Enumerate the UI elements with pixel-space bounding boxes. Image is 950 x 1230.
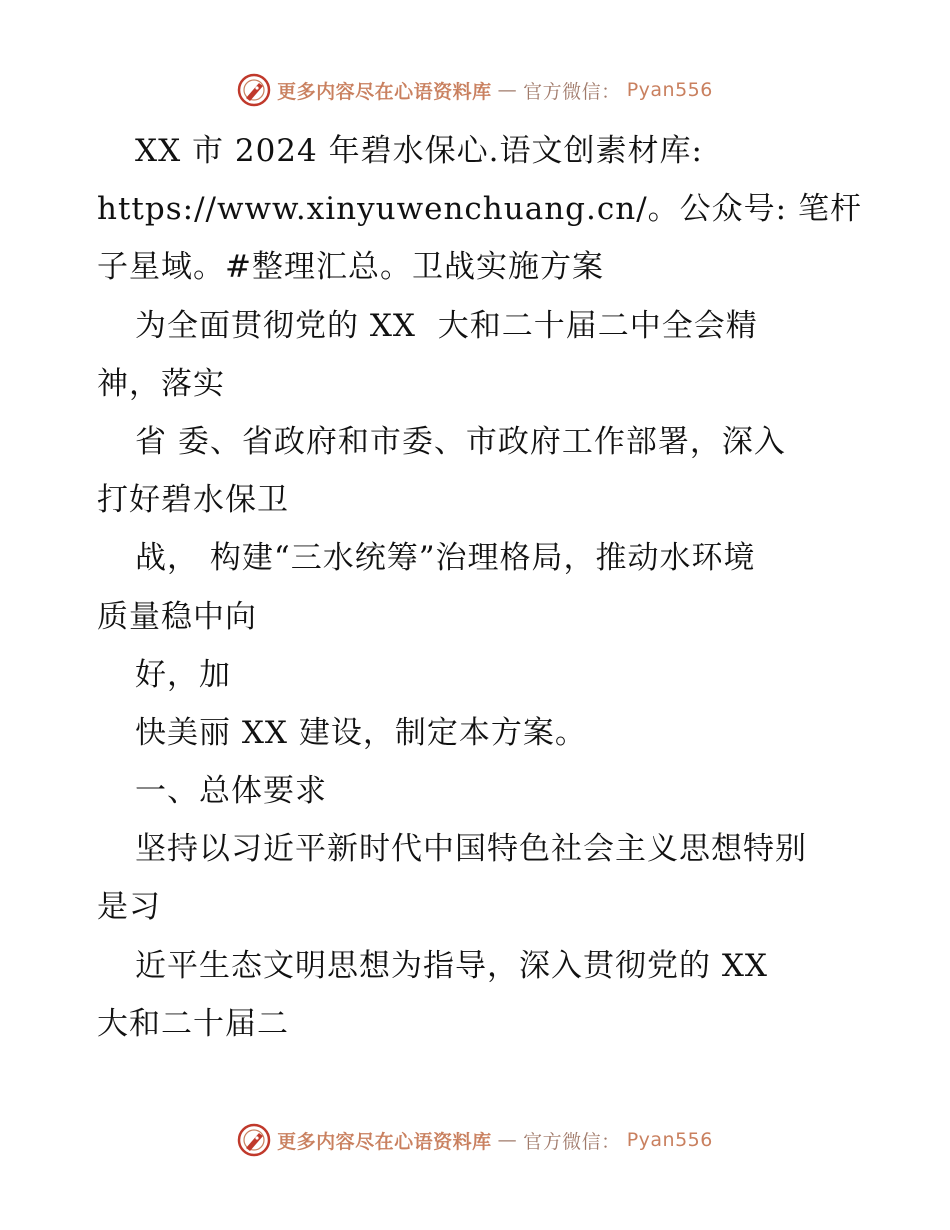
banner-wechat-id: Pyan556 bbox=[626, 1129, 713, 1151]
banner-title: 更多内容尽在心语资料库 bbox=[277, 80, 492, 103]
banner-content bbox=[237, 1123, 713, 1157]
text-line: 战， 构建“三水统筹”治理格局，推动水环境 bbox=[135, 540, 756, 577]
text-line: 打好碧水保卫 bbox=[97, 482, 289, 519]
text-line: 坚持以习近平新时代中国特色社会主义思想特别 bbox=[135, 831, 807, 868]
footer-banner bbox=[0, 1120, 950, 1160]
banner-wechat-label: 官方微信： bbox=[523, 80, 621, 103]
banner-dash: — bbox=[497, 79, 518, 101]
banner-wechat-id: Pyan556 bbox=[626, 79, 713, 101]
text-line: 是习 bbox=[97, 889, 161, 926]
text-line: https://www.xinyuwenchuang.cn/。公众号: 笔杆 bbox=[97, 191, 862, 228]
banner-content bbox=[237, 73, 713, 107]
text-line: 神，落实 bbox=[97, 365, 225, 402]
document-body bbox=[97, 122, 862, 1053]
text-line: 子星域。#整理汇总。卫战实施方案 bbox=[97, 249, 604, 286]
text-line: 为全面贯彻党的 XX 大和二十届二中全会精 bbox=[135, 307, 758, 344]
banner-dash: — bbox=[497, 1129, 518, 1151]
pen-nib-seal-icon bbox=[237, 1123, 271, 1157]
text-line: 好，加 bbox=[135, 656, 231, 693]
banner-wechat-label: 官方微信： bbox=[523, 1130, 621, 1153]
text-line: XX 市 2024 年碧水保心.语文创素材库: bbox=[135, 133, 703, 169]
text-line: 质量稳中向 bbox=[97, 598, 257, 635]
banner-title: 更多内容尽在心语资料库 bbox=[277, 1130, 492, 1153]
section-heading: 一、总体要求 bbox=[135, 773, 327, 810]
text-line: 近平生态文明思想为指导，深入贯彻党的 XX bbox=[135, 947, 768, 984]
text-line: 省 委、省政府和市委、市政府工作部署，深入 bbox=[135, 423, 786, 460]
text-line: 快美丽 XX 建设，制定本方案。 bbox=[135, 714, 587, 751]
text-line: 大和二十届二 bbox=[97, 1005, 289, 1042]
pen-nib-seal-icon bbox=[237, 73, 271, 107]
header-banner bbox=[0, 70, 950, 110]
